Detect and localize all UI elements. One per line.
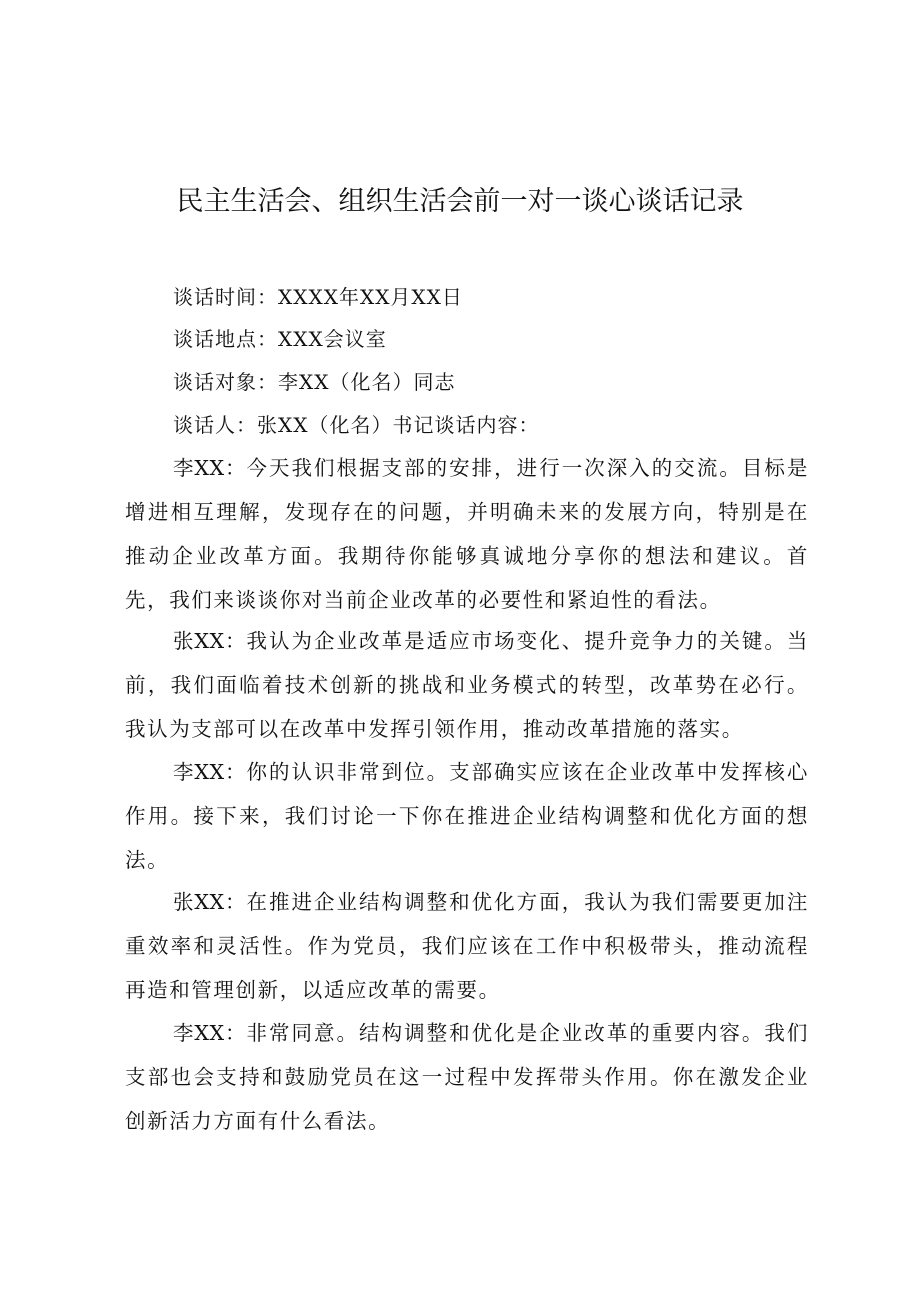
speaker-label: 李XX： [173, 456, 247, 480]
meta-subject: 谈话对象：李XX（化名）同志 [173, 370, 456, 394]
paragraph-text: 我认为企业改革是适应市场变化、提升竞争力的关键。当前，我们面临着技术创新的挑战和业务模式的转型，改革势在必行。我认为支部可以在改革中发挥引领作用，推动改革措施的落实。 [125, 629, 809, 741]
speaker-label: 张XX： [173, 890, 247, 914]
meta-place: 谈话地点：XXX会议室 [173, 327, 387, 351]
document-title: 民主生活会、组织生活会前一对一谈心谈话记录 [176, 186, 744, 217]
paragraph-text: 在推进企业结构调整和优化方面，我认为我们需要更加注重效率和灵活性。作为党员，我们应该在工作中积极带头，推动流程再造和管理创新，以适应改革的需要。 [125, 890, 809, 1002]
dialogue-paragraph-5 [125, 1011, 809, 1143]
meta-time: 谈话时间：XXXX年XX月XX日 [173, 285, 463, 309]
dialogue-paragraph-4 [125, 880, 809, 1012]
dialogue-paragraph-2 [125, 619, 809, 751]
paragraph-text: 你的认识非常到位。支部确实应该在企业改革中发挥核心作用。接下来，我们讨论一下你在推进企业结构调整和优化方面的想法。 [125, 760, 809, 872]
speaker-label: 李XX： [173, 760, 247, 784]
dialogue-paragraph-3 [125, 750, 809, 882]
paragraph-text: 今天我们根据支部的安排，进行一次深入的交流。目标是增进相互理解，发现存在的问题，并明确未来的发展方向，特别是在推动企业改革方面。我期待你能够真诚地分享你的想法和建议。首先，我们来谈谈你对当前企业改革的必要性和紧迫性的看法。 [125, 456, 809, 612]
meta-interviewer: 谈话人：张XX（化名）书记谈话内容： [173, 413, 540, 437]
paragraph-text: 非常同意。结构调整和优化是企业改革的重要内容。我们支部也会支持和鼓励党员在这一过程中发挥带头作用。你在激发企业创新活力方面有什么看法。 [125, 1021, 809, 1133]
speaker-label: 张XX： [173, 629, 247, 653]
dialogue-paragraph-1 [125, 446, 809, 622]
speaker-label: 李XX： [173, 1021, 247, 1045]
